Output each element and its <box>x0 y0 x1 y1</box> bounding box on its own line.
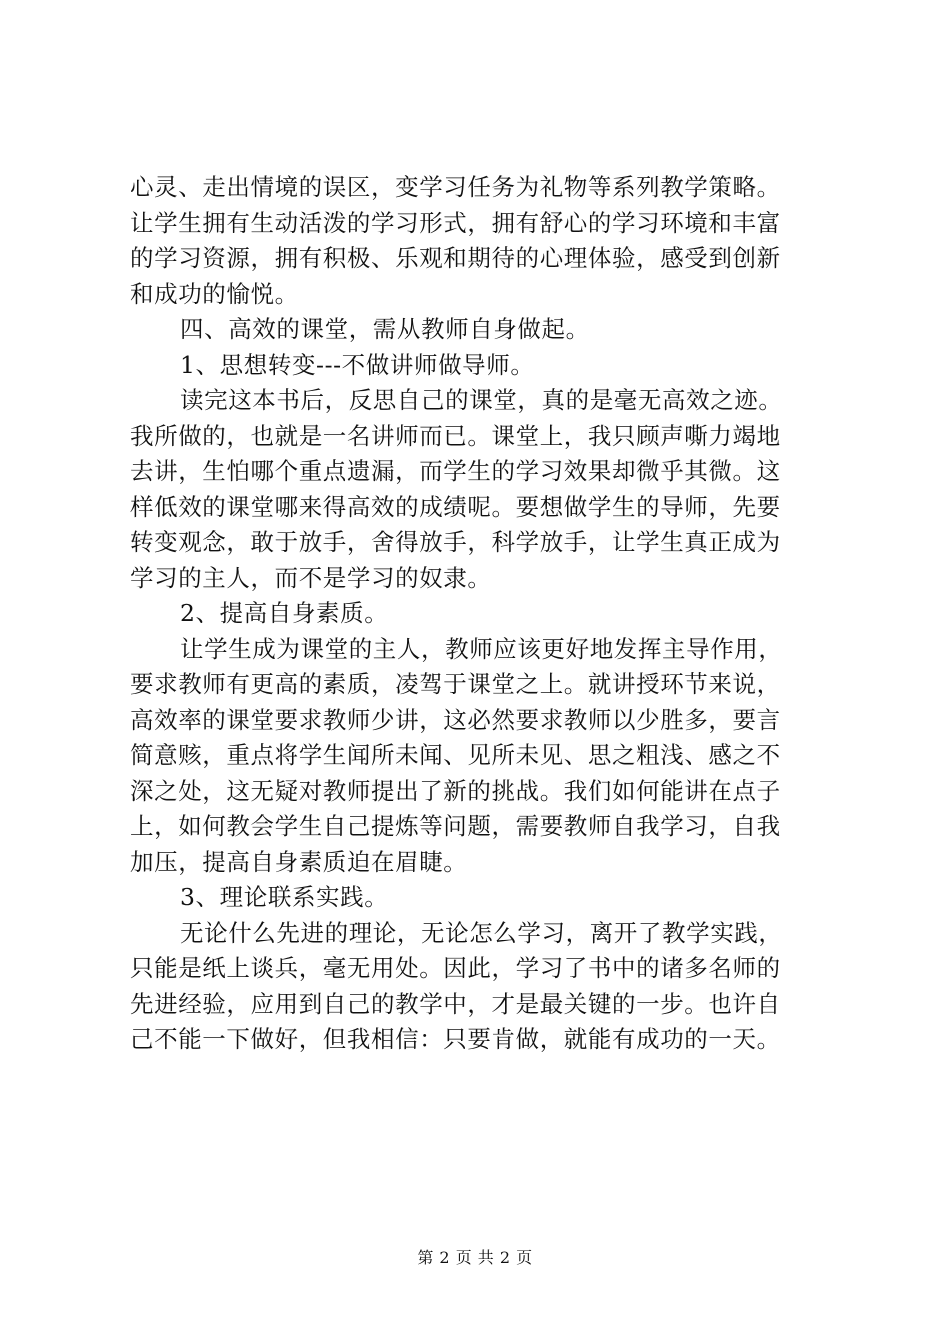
text-line: 读完这本书后，反思自己的课堂，真的是毫无高效之迹。 <box>180 386 783 414</box>
text-line: 我所做的，也就是一名讲师而已。课堂上，我只顾声嘶力竭地 <box>130 421 781 450</box>
page-footer: 第 2 页 共 2 页 <box>417 1248 533 1267</box>
subsection-heading: 3、理论联系实践。 <box>180 883 389 911</box>
text-line: 加压，提高自身素质迫在眉睫。 <box>130 847 468 876</box>
subsection-heading: 2、提高自身素质。 <box>180 599 389 627</box>
document-body <box>130 170 830 1058</box>
text-line: 只能是纸上谈兵，毫无用处。因此，学习了书中的诸多名师的 <box>130 954 781 982</box>
text-line: 学习的主人，而不是学习的奴隶。 <box>130 563 492 592</box>
text-line: 己不能一下做好，但我相信：只要肯做，就能有成功的一天。 <box>130 1025 781 1053</box>
text-line: 要求教师有更高的素质，凌驾于课堂之上。就讲授环节来说， <box>130 670 781 698</box>
text-line: 的学习资源，拥有积极、乐观和期待的心理体验，感受到创新 <box>130 244 781 272</box>
text-line: 和成功的愉悦。 <box>130 279 299 308</box>
text-line: 高效率的课堂要求教师少讲，这必然要求教师以少胜多，要言 <box>130 705 781 734</box>
section-heading: 四、高效的课堂，需从教师自身做起。 <box>180 315 590 343</box>
text-line: 心灵、走出情境的误区，变学习任务为礼物等系列教学策略。 <box>130 173 781 201</box>
text-line: 样低效的课堂哪来得高效的成绩呢。要想做学生的导师，先要 <box>130 492 781 521</box>
text-line: 让学生成为课堂的主人，教师应该更好地发挥主导作用， <box>180 634 783 663</box>
text-line: 先进经验，应用到自己的教学中，才是最关键的一步。也许自 <box>130 989 781 1018</box>
text-line: 深之处，这无疑对教师提出了新的挑战。我们如何能讲在点子 <box>130 776 781 805</box>
text-line: 无论什么先进的理论，无论怎么学习，离开了教学实践， <box>180 918 783 947</box>
subsection-heading: 1、思想转变---不做讲师做导师。 <box>180 350 535 379</box>
text-line: 上，如何教会学生自己提炼等问题，需要教师自我学习，自我 <box>130 812 781 840</box>
text-line: 转变观念，敢于放手，舍得放手，科学放手，让学生真正成为 <box>130 528 781 556</box>
text-line: 简意赅，重点将学生闻所未闻、见所未见、思之粗浅、感之不 <box>130 741 781 769</box>
text-line: 让学生拥有生动活泼的学习形式，拥有舒心的学习环境和丰富 <box>130 208 781 237</box>
text-line: 去讲，生怕哪个重点遗漏，而学生的学习效果却微乎其微。这 <box>130 457 781 485</box>
